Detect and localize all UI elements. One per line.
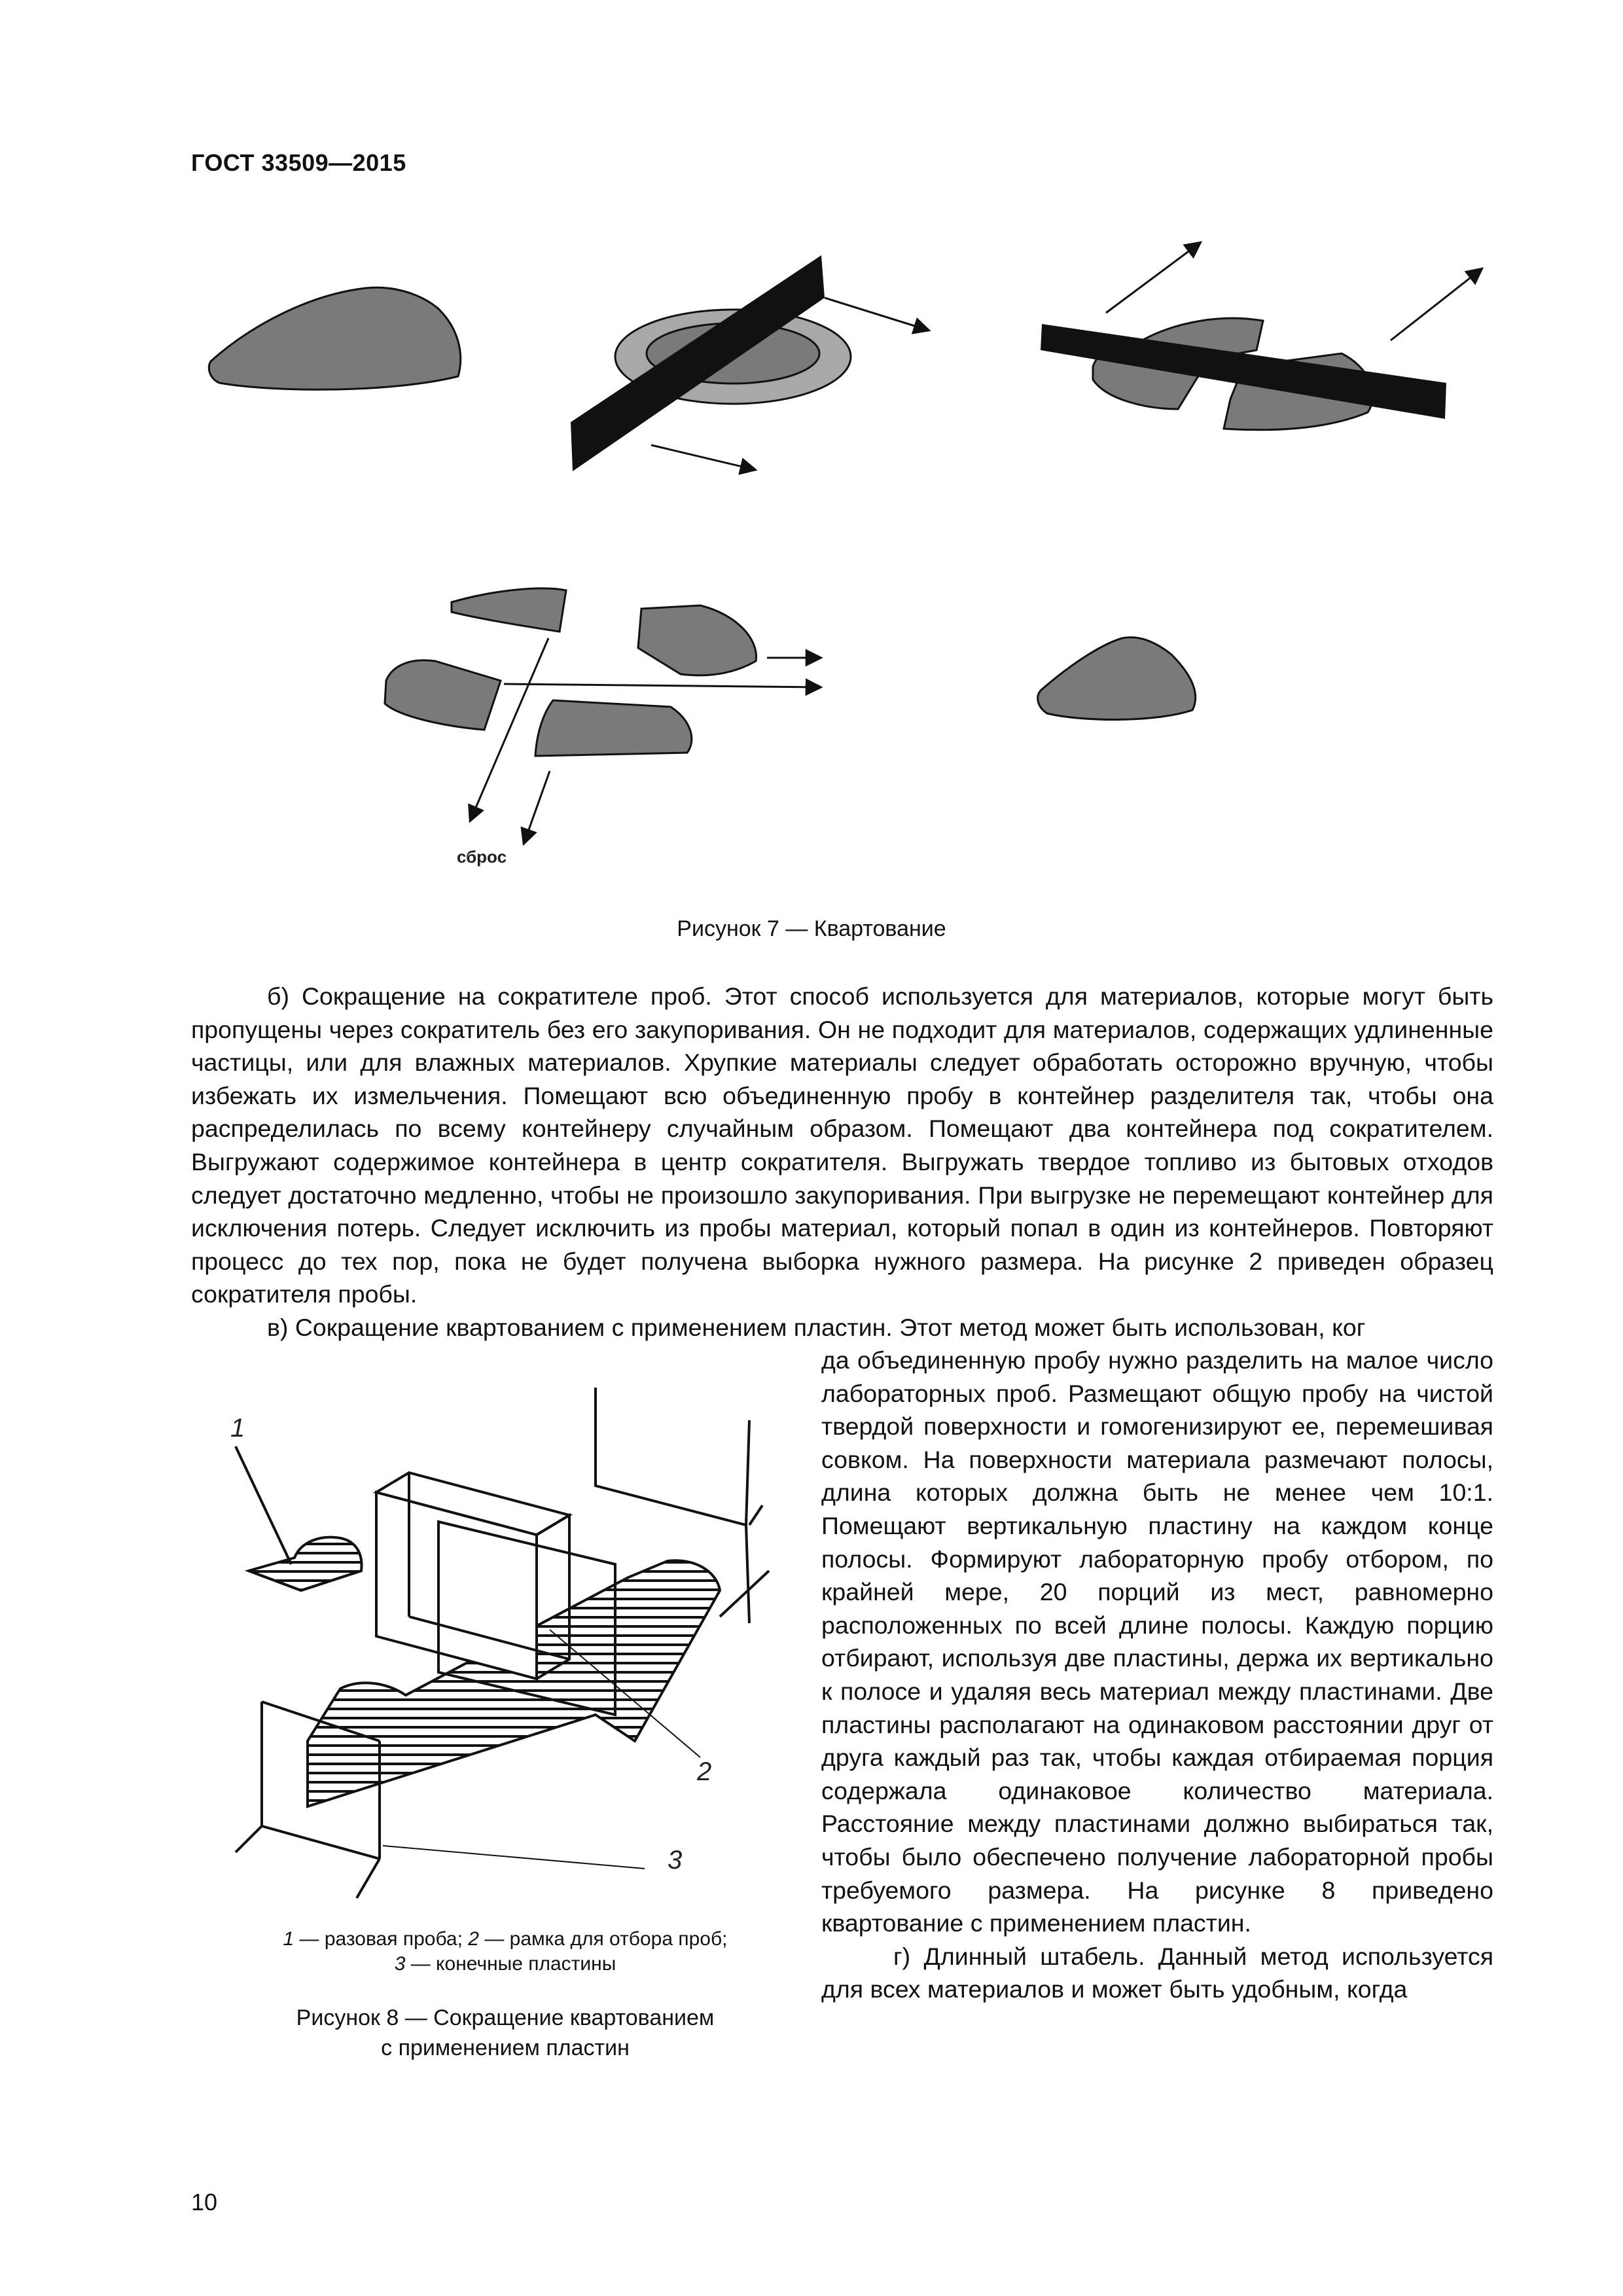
body-text-upper bbox=[191, 980, 1493, 1344]
increment-sample bbox=[249, 1537, 362, 1590]
figure-8-caption bbox=[191, 2003, 819, 2063]
figure-7-quartering bbox=[0, 0, 1623, 916]
sample-cone bbox=[209, 287, 460, 389]
separated-quarters bbox=[385, 588, 821, 867]
legend-line-1: 1 — разовая проба; 2 — рамка для отбора проб; bbox=[283, 1928, 728, 1950]
callout-3: 3 bbox=[668, 1846, 683, 1874]
callout-2: 2 bbox=[697, 1757, 712, 1786]
flattened-sample bbox=[571, 255, 929, 471]
figure-8-caption-line-2: с применением пластин bbox=[381, 2036, 630, 2060]
figure-7-caption: Рисунок 7 — Квартование bbox=[677, 916, 946, 941]
figure-8-legend bbox=[191, 1927, 819, 1977]
quartered-sample bbox=[1041, 242, 1482, 430]
paragraph-b: б) Сокращение на сократителе проб. Этот способ используется для материалов, которые могут быть пропущены через сократитель без его закупоривания. Он не подходит для материалов, содержащих удлиненные частицы, или для влажных материалов. Хрупкие материалы следует обработать осторожно вручную, чтобы избежать их измельчения. Помещают всю объединенную пробу в контейнер разделителя так, чтобы она распределилась по всему контейнеру случайным образом. Помещают два контейнера под сократителем. Выгружают содержимое контейнера в центр сократителя. Выгружать твердое топливо из бытовых отходов следует достаточно медленно, чтобы не произошло закупоривания. При выгрузке не перемещают контейнер для исключения потерь. Следует исключить из пробы материал, который попал в один из контейнеров. Повторяют процесс до тех пор, пока не будет получена выборка нужного размера. На рисунке 2 приведен образец сократителя пробы. bbox=[191, 982, 1493, 1308]
body-text-right-column bbox=[821, 1344, 1493, 2006]
discard-label: сброс bbox=[457, 847, 507, 867]
reduced-cone bbox=[1038, 637, 1196, 720]
paragraph-v-start: в) Сокращение квартованием с применением пластин. Этот метод может быть использован, ког bbox=[267, 1313, 1366, 1341]
page-number: 10 bbox=[191, 2189, 218, 2215]
end-plate-back bbox=[596, 1388, 749, 1525]
figure-8-plate-quartering bbox=[223, 1374, 812, 1931]
paragraph-g: г) Длинный штабель. Данный метод используется для всех материалов и может быть удобным, когда bbox=[821, 1942, 1493, 2003]
legend-line-2: 3 — конечные пластины bbox=[394, 1953, 616, 1975]
document-header: ГОСТ 33509—2015 bbox=[191, 149, 406, 176]
end-plate-front bbox=[236, 1702, 262, 1852]
figure-8-caption-line-1: Рисунок 8 — Сокращение квартованием bbox=[296, 2005, 715, 2030]
callout-1: 1 bbox=[230, 1414, 245, 1443]
paragraph-v-continued: да объединенную пробу нужно разделить на малое число лабораторных проб. Размещают общую пробу на чистой твердой поверхности и гомогенизируют ее, перемешивая совком. На поверхности материала размечают полосы, длина которых должна быть не менее чем 10:1. Помещают вертикальную пластину на каждом конце полосы. Формируют лабораторную пробу отбором, по крайней мере, 20 порций из мест, равномерно расположенных по всей длине полосы. Каждую порцию отбирают, используя две пластины, держа их вертикально к полосе и удаляя весь материал между пластинами. Две пластины располагают на одинаковом расстоянии друг от друга каждый раз так, чтобы каждая отбираемая порция содержала одинаковое количество материала. Расстояние между пластинами должно выбираться так, чтобы было обеспечено получение лабораторной пробы требуемого размера. На рисунке 8 приведено квартование с применением пластин. bbox=[821, 1346, 1493, 1937]
